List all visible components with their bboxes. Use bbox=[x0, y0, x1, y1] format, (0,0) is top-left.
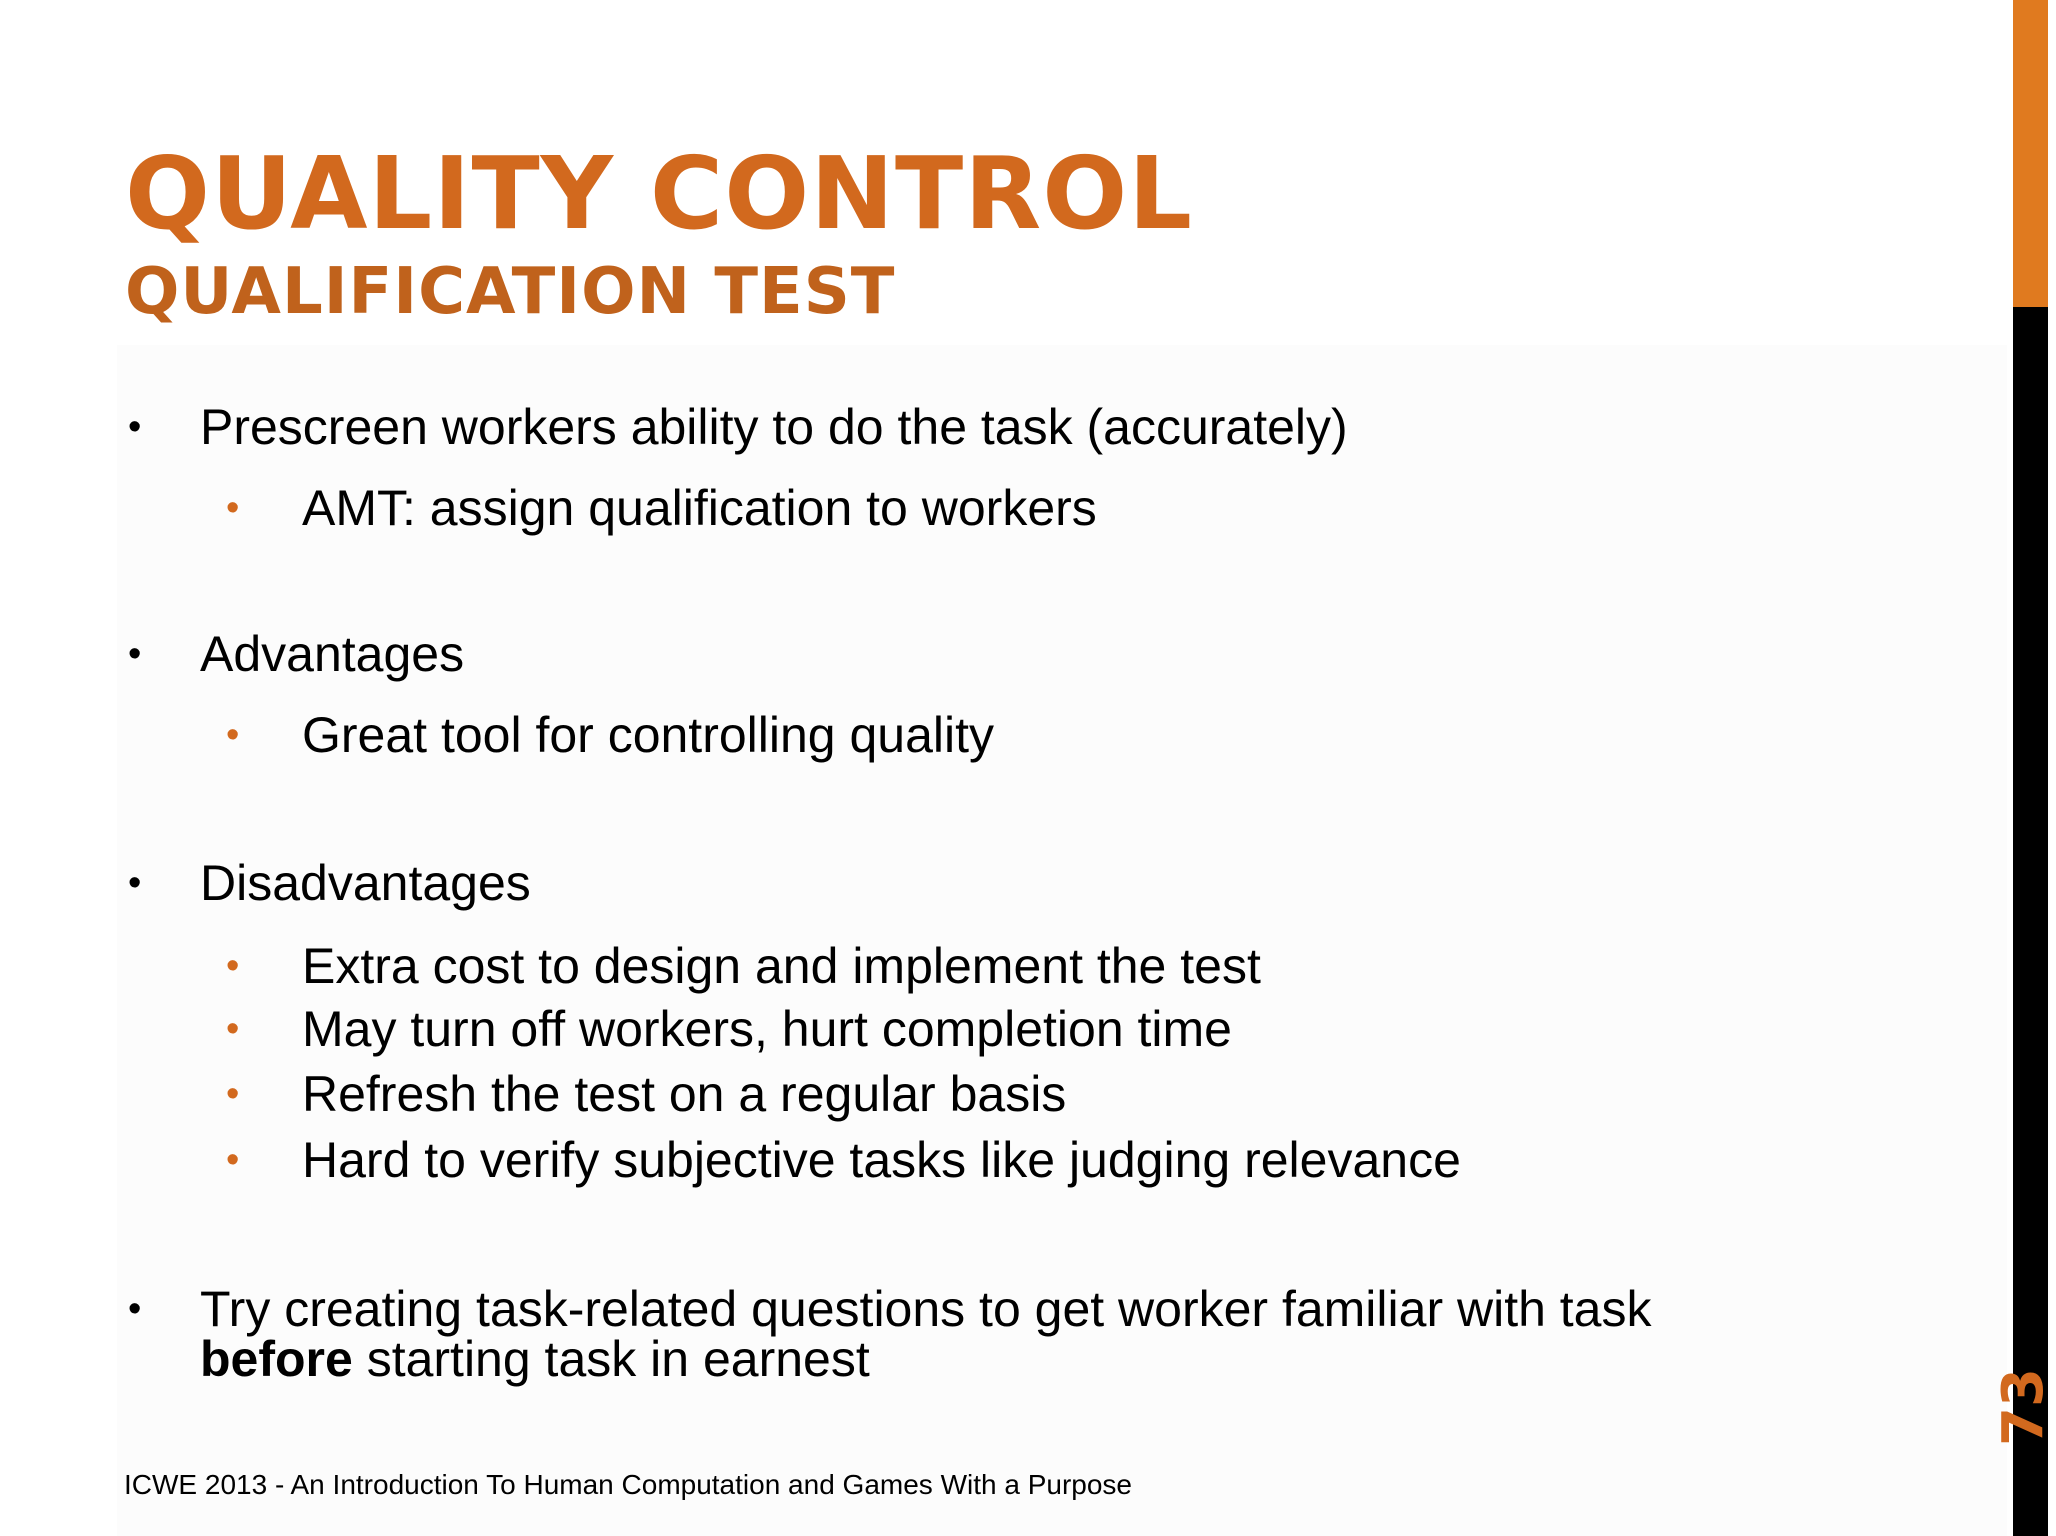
sub-bullet-item bbox=[226, 1131, 1461, 1189]
sub-bullet-text: Hard to verify subjective tasks like judging relevance bbox=[302, 1132, 1461, 1188]
sidebar-accent-orange bbox=[2013, 0, 2048, 307]
bullet-marker: • bbox=[226, 1139, 240, 1181]
page-number: 73 bbox=[1991, 1368, 2056, 1446]
sub-bullet-item bbox=[226, 479, 1097, 537]
slide-footer: ICWE 2013 - An Introduction To Human Computation and Games With a Purpose bbox=[124, 1469, 1132, 1500]
bullet-item bbox=[128, 398, 1348, 456]
slide-subtitle: QUALIFICATION TEST bbox=[125, 255, 896, 329]
continuation-text: starting task in earnest bbox=[352, 1331, 870, 1387]
sidebar-accent-bar bbox=[2013, 0, 2048, 1536]
sub-bullet-item bbox=[226, 937, 1261, 995]
bullet-marker: • bbox=[128, 406, 142, 448]
bullet-marker: • bbox=[226, 1008, 240, 1050]
slide-title: QUALITY CONTROL bbox=[125, 135, 1193, 252]
bullet-continuation bbox=[200, 1331, 870, 1387]
bullet-item bbox=[128, 1280, 1652, 1338]
bullet-marker: • bbox=[226, 1073, 240, 1115]
bullet-item bbox=[128, 625, 465, 683]
bullet-marker: • bbox=[128, 1288, 142, 1330]
sub-bullet-text: May turn off workers, hurt completion time bbox=[302, 1001, 1232, 1057]
sub-bullet-text: Extra cost to design and implement the test bbox=[302, 938, 1261, 994]
sub-bullet-item bbox=[226, 1065, 1067, 1123]
sub-bullet-text: Great tool for controlling quality bbox=[302, 707, 995, 763]
sub-bullet-text: AMT: assign qualification to workers bbox=[302, 480, 1097, 536]
bullet-marker: • bbox=[128, 862, 142, 904]
sub-bullet-item bbox=[226, 1000, 1232, 1058]
bullet-marker: • bbox=[226, 714, 240, 756]
bullet-item bbox=[128, 854, 531, 912]
bullet-marker: • bbox=[128, 633, 142, 675]
bold-emphasis: before bbox=[200, 1331, 353, 1387]
bullet-text: Advantages bbox=[200, 626, 465, 682]
bullet-text: Try creating task-related questions to get worker familiar with task bbox=[200, 1281, 1652, 1337]
bullet-marker: • bbox=[226, 945, 240, 987]
bullet-marker: • bbox=[226, 487, 240, 529]
sub-bullet-item bbox=[226, 706, 995, 764]
bullet-text: Disadvantages bbox=[200, 855, 531, 911]
sub-bullet-text: Refresh the test on a regular basis bbox=[302, 1066, 1067, 1122]
bullet-text: Prescreen workers ability to do the task (accurately) bbox=[200, 399, 1348, 455]
